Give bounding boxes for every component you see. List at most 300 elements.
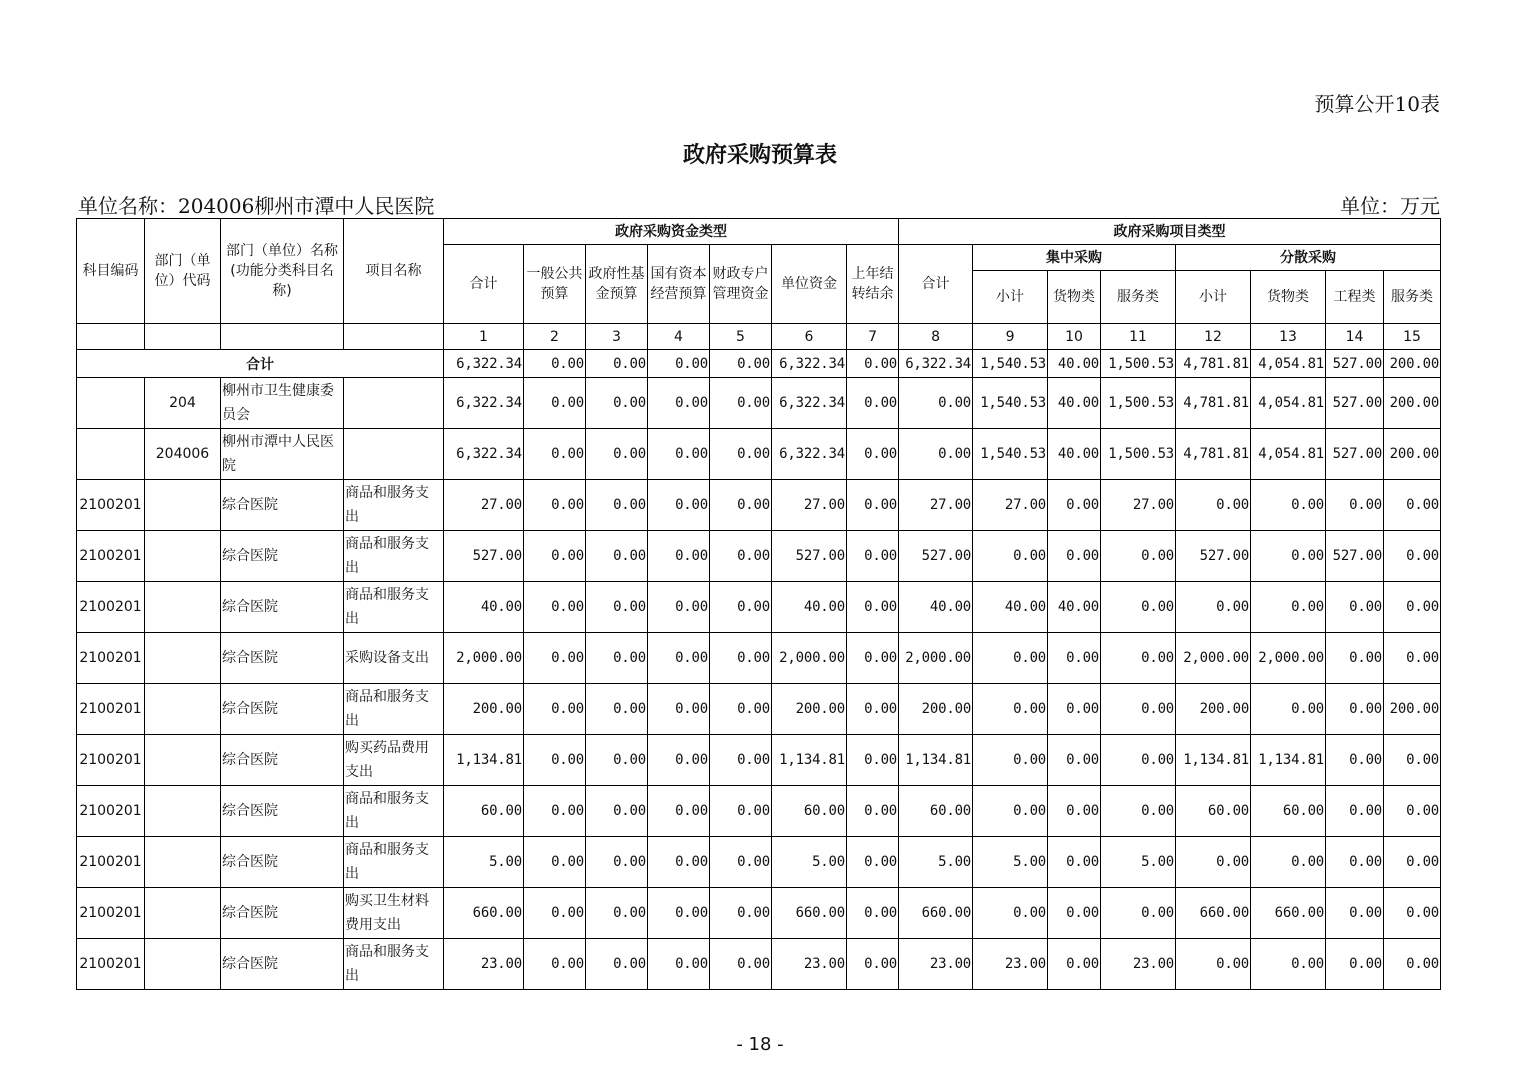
value-cell: 0.00 (973, 888, 1048, 939)
value-cell: 0.00 (1326, 888, 1384, 939)
header-col-11: 服务类 (1101, 271, 1176, 324)
index-6: 6 (772, 324, 847, 350)
project-name-cell: 商品和服务支出 (344, 786, 444, 837)
index-5: 5 (710, 324, 772, 350)
index-15: 15 (1384, 324, 1441, 350)
value-cell: 0.00 (586, 480, 648, 531)
value-cell: 0.00 (1251, 480, 1326, 531)
value-cell: 0.00 (847, 480, 899, 531)
value-cell: 0.00 (710, 429, 772, 480)
value-cell: 527.00 (1326, 531, 1384, 582)
value-cell: 0.00 (1251, 582, 1326, 633)
value-cell: 0.00 (1101, 633, 1176, 684)
value-cell: 0.00 (710, 480, 772, 531)
value-cell: 0.00 (586, 531, 648, 582)
value-cell: 0.00 (648, 786, 710, 837)
dept-code-cell (145, 786, 221, 837)
value-cell: 5.00 (899, 837, 973, 888)
header-col-15: 服务类 (1384, 271, 1441, 324)
value-cell: 0.00 (586, 888, 648, 939)
value-cell: 0.00 (524, 684, 586, 735)
value-cell: 60.00 (1176, 786, 1251, 837)
project-name-cell: 购买卫生材料费用支出 (344, 888, 444, 939)
value-cell: 0.00 (648, 888, 710, 939)
value-cell: 200.00 (444, 684, 524, 735)
value-cell: 660.00 (772, 888, 847, 939)
value-cell: 527.00 (1326, 429, 1384, 480)
value-cell: 0.00 (1384, 939, 1441, 990)
value-cell: 0.00 (1384, 888, 1441, 939)
table-row (77, 939, 1441, 990)
table-row (77, 378, 1441, 429)
header-col-8: 合计 (899, 245, 973, 324)
dept-code-cell (145, 888, 221, 939)
value-cell: 0.00 (710, 684, 772, 735)
dept-name-cell: 综合医院 (221, 735, 344, 786)
value-cell: 0.00 (648, 633, 710, 684)
value-cell: 0.00 (524, 378, 586, 429)
value-cell: 0.00 (1048, 684, 1101, 735)
dept-code-cell (145, 633, 221, 684)
header-dept-code: 部门（单位）代码 (145, 219, 221, 324)
value-cell: 0.00 (1326, 684, 1384, 735)
value-cell: 23.00 (973, 939, 1048, 990)
value-cell: 0.00 (847, 633, 899, 684)
value-cell: 6,322.34 (444, 378, 524, 429)
header-col-4: 国有资本经营预算 (648, 245, 710, 324)
value-cell: 40.00 (1048, 582, 1101, 633)
value-cell: 527.00 (1176, 531, 1251, 582)
index-empty (145, 324, 221, 350)
table-row (77, 633, 1441, 684)
value-cell: 0.00 (1176, 939, 1251, 990)
value-cell: 0.00 (586, 939, 648, 990)
value-cell: 0.00 (524, 633, 586, 684)
value-cell: 0.00 (847, 582, 899, 633)
dept-code-cell: 204 (145, 378, 221, 429)
value-cell: 200.00 (1384, 684, 1441, 735)
value-cell: 0.00 (586, 735, 648, 786)
value-cell: 0.00 (586, 633, 648, 684)
value-cell: 200.00 (1384, 378, 1441, 429)
value-cell: 0.00 (648, 837, 710, 888)
dept-name-cell: 柳州市卫生健康委员会 (221, 378, 344, 429)
subject-code-cell: 2100201 (77, 684, 145, 735)
value-cell: 0.00 (1048, 633, 1101, 684)
value-cell: 40.00 (973, 582, 1048, 633)
value-cell: 0.00 (1326, 939, 1384, 990)
index-empty (344, 324, 444, 350)
value-cell: 660.00 (444, 888, 524, 939)
value-cell: 4,781.81 (1176, 429, 1251, 480)
value-cell: 4,781.81 (1176, 378, 1251, 429)
header-col-10: 货物类 (1048, 271, 1101, 324)
value-cell: 0.00 (1326, 735, 1384, 786)
value-cell: 0.00 (1384, 582, 1441, 633)
value-cell: 0.00 (648, 531, 710, 582)
subject-code-cell: 2100201 (77, 531, 145, 582)
value-cell: 23.00 (899, 939, 973, 990)
value-cell: 0.00 (1384, 786, 1441, 837)
index-11: 11 (1101, 324, 1176, 350)
value-cell: 40.00 (444, 582, 524, 633)
index-empty (77, 324, 145, 350)
total-cell: 0.00 (524, 350, 586, 378)
project-name-cell: 商品和服务支出 (344, 531, 444, 582)
value-cell: 0.00 (710, 939, 772, 990)
value-cell: 0.00 (847, 684, 899, 735)
value-cell: 0.00 (710, 837, 772, 888)
value-cell: 0.00 (648, 582, 710, 633)
value-cell: 0.00 (847, 786, 899, 837)
value-cell: 1,134.81 (1251, 735, 1326, 786)
unit-name: 单位名称：204006柳州市潭中人民医院 (78, 194, 435, 218)
total-cell: 1,540.53 (973, 350, 1048, 378)
header-col-5: 财政专户管理资金 (710, 245, 772, 324)
dept-name-cell: 综合医院 (221, 633, 344, 684)
dept-code-cell (145, 531, 221, 582)
dept-code-cell (145, 582, 221, 633)
value-cell: 0.00 (710, 378, 772, 429)
value-cell: 1,134.81 (899, 735, 973, 786)
table-row (77, 786, 1441, 837)
value-cell: 0.00 (899, 378, 973, 429)
total-cell: 4,781.81 (1176, 350, 1251, 378)
dept-name-cell: 综合医院 (221, 480, 344, 531)
index-9: 9 (973, 324, 1048, 350)
value-cell: 0.00 (586, 684, 648, 735)
subject-code-cell: 2100201 (77, 939, 145, 990)
subject-code-cell: 2100201 (77, 633, 145, 684)
value-cell: 0.00 (648, 480, 710, 531)
total-cell: 6,322.34 (899, 350, 973, 378)
project-name-cell: 采购设备支出 (344, 633, 444, 684)
value-cell: 0.00 (648, 378, 710, 429)
total-cell: 527.00 (1326, 350, 1384, 378)
value-cell: 27.00 (899, 480, 973, 531)
value-cell: 0.00 (899, 429, 973, 480)
value-cell: 4,054.81 (1251, 429, 1326, 480)
value-cell: 5.00 (444, 837, 524, 888)
value-cell: 2,000.00 (1176, 633, 1251, 684)
header-centralized: 集中采购 (973, 245, 1176, 271)
value-cell: 200.00 (899, 684, 973, 735)
project-name-cell: 商品和服务支出 (344, 480, 444, 531)
value-cell: 0.00 (1048, 786, 1101, 837)
value-cell: 0.00 (973, 531, 1048, 582)
value-cell: 0.00 (1326, 786, 1384, 837)
value-cell: 0.00 (973, 684, 1048, 735)
value-cell: 0.00 (1251, 939, 1326, 990)
value-cell: 6,322.34 (444, 429, 524, 480)
index-2: 2 (524, 324, 586, 350)
value-cell: 0.00 (648, 939, 710, 990)
value-cell: 0.00 (710, 582, 772, 633)
dept-name-cell: 综合医院 (221, 531, 344, 582)
value-cell: 40.00 (1048, 378, 1101, 429)
value-cell: 2,000.00 (772, 633, 847, 684)
value-cell: 5.00 (772, 837, 847, 888)
value-cell: 1,540.53 (973, 378, 1048, 429)
value-cell: 0.00 (847, 378, 899, 429)
total-cell: 6,322.34 (444, 350, 524, 378)
dept-code-cell (145, 684, 221, 735)
value-cell: 0.00 (1251, 837, 1326, 888)
value-cell: 0.00 (1101, 786, 1176, 837)
value-cell: 0.00 (524, 480, 586, 531)
index-8: 8 (899, 324, 973, 350)
value-cell: 200.00 (1384, 429, 1441, 480)
value-cell: 0.00 (586, 378, 648, 429)
value-cell: 0.00 (1101, 888, 1176, 939)
value-cell: 0.00 (524, 429, 586, 480)
page-number: - 18 - (736, 1034, 784, 1055)
index-4: 4 (648, 324, 710, 350)
value-cell: 0.00 (1251, 684, 1326, 735)
total-cell: 0.00 (847, 350, 899, 378)
value-cell: 0.00 (1176, 480, 1251, 531)
value-cell: 0.00 (1176, 837, 1251, 888)
subject-code-cell (77, 429, 145, 480)
value-cell: 0.00 (524, 582, 586, 633)
header-col-7: 上年结转结余 (847, 245, 899, 324)
total-cell: 40.00 (1048, 350, 1101, 378)
value-cell: 0.00 (1048, 837, 1101, 888)
value-cell: 1,500.53 (1101, 429, 1176, 480)
index-empty (221, 324, 344, 350)
project-name-cell: 购买药品费用支出 (344, 735, 444, 786)
value-cell: 27.00 (444, 480, 524, 531)
value-cell: 0.00 (524, 786, 586, 837)
value-cell: 0.00 (847, 939, 899, 990)
value-cell: 200.00 (772, 684, 847, 735)
value-cell: 27.00 (1101, 480, 1176, 531)
project-name-cell (344, 429, 444, 480)
value-cell: 2,000.00 (444, 633, 524, 684)
value-cell: 0.00 (1326, 582, 1384, 633)
value-cell: 6,322.34 (772, 429, 847, 480)
header-col-14: 工程类 (1326, 271, 1384, 324)
value-cell: 0.00 (1176, 582, 1251, 633)
header-col-1: 合计 (444, 245, 524, 324)
table-row (77, 582, 1441, 633)
value-cell: 0.00 (1101, 735, 1176, 786)
total-label: 合计 (77, 350, 444, 378)
header-col-2: 一般公共预算 (524, 245, 586, 324)
value-cell: 527.00 (899, 531, 973, 582)
header-dept-name: 部门（单位）名称(功能分类科目名称) (221, 219, 344, 324)
value-cell: 0.00 (710, 735, 772, 786)
header-col-9: 小计 (973, 271, 1048, 324)
value-cell: 0.00 (1326, 837, 1384, 888)
total-cell: 0.00 (648, 350, 710, 378)
value-cell: 0.00 (847, 735, 899, 786)
value-cell: 27.00 (973, 480, 1048, 531)
table-row (77, 429, 1441, 480)
value-cell: 0.00 (1101, 684, 1176, 735)
value-cell: 23.00 (444, 939, 524, 990)
value-cell: 0.00 (847, 837, 899, 888)
procurement-budget-table (76, 218, 1441, 990)
value-cell: 0.00 (1251, 531, 1326, 582)
header-col-3: 政府性基金预算 (586, 245, 648, 324)
value-cell: 0.00 (524, 888, 586, 939)
value-cell: 0.00 (1384, 837, 1441, 888)
index-12: 12 (1176, 324, 1251, 350)
total-cell: 0.00 (710, 350, 772, 378)
value-cell: 0.00 (1048, 939, 1101, 990)
value-cell: 1,134.81 (444, 735, 524, 786)
dept-name-cell: 综合医院 (221, 837, 344, 888)
value-cell: 0.00 (973, 735, 1048, 786)
project-name-cell: 商品和服务支出 (344, 837, 444, 888)
dept-name-cell: 综合医院 (221, 786, 344, 837)
dept-code-cell (145, 480, 221, 531)
value-cell: 200.00 (1176, 684, 1251, 735)
header-project-types: 政府采购项目类型 (899, 219, 1441, 245)
value-cell: 1,134.81 (772, 735, 847, 786)
value-cell: 0.00 (847, 531, 899, 582)
table-row (77, 684, 1441, 735)
value-cell: 23.00 (772, 939, 847, 990)
subject-code-cell: 2100201 (77, 888, 145, 939)
subject-code-cell: 2100201 (77, 735, 145, 786)
value-cell: 5.00 (973, 837, 1048, 888)
total-cell: 1,500.53 (1101, 350, 1176, 378)
value-cell: 0.00 (1048, 531, 1101, 582)
subject-code-cell: 2100201 (77, 786, 145, 837)
value-cell: 527.00 (444, 531, 524, 582)
value-cell: 0.00 (1101, 582, 1176, 633)
header-col-13: 货物类 (1251, 271, 1326, 324)
value-cell: 0.00 (648, 429, 710, 480)
dept-name-cell: 综合医院 (221, 582, 344, 633)
total-row (77, 350, 1441, 378)
value-cell: 60.00 (444, 786, 524, 837)
value-cell: 0.00 (1326, 633, 1384, 684)
value-cell: 0.00 (1384, 735, 1441, 786)
table-row (77, 837, 1441, 888)
value-cell: 2,000.00 (899, 633, 973, 684)
value-cell: 23.00 (1101, 939, 1176, 990)
value-cell: 40.00 (899, 582, 973, 633)
value-cell: 0.00 (648, 735, 710, 786)
dept-code-cell: 204006 (145, 429, 221, 480)
value-cell: 6,322.34 (772, 378, 847, 429)
value-cell: 527.00 (1326, 378, 1384, 429)
value-cell: 0.00 (710, 786, 772, 837)
project-name-cell: 商品和服务支出 (344, 582, 444, 633)
dept-code-cell (145, 939, 221, 990)
form-number: 预算公开10表 (1314, 92, 1440, 116)
dept-name-cell: 综合医院 (221, 684, 344, 735)
header-decentralized: 分散采购 (1176, 245, 1441, 271)
value-cell: 40.00 (772, 582, 847, 633)
value-cell: 0.00 (710, 633, 772, 684)
index-7: 7 (847, 324, 899, 350)
project-name-cell (344, 378, 444, 429)
value-cell: 40.00 (1048, 429, 1101, 480)
header-fund-types: 政府采购资金类型 (444, 219, 899, 245)
value-cell: 660.00 (899, 888, 973, 939)
header-subject-code: 科目编码 (77, 219, 145, 324)
value-cell: 660.00 (1176, 888, 1251, 939)
subject-code-cell: 2100201 (77, 480, 145, 531)
dept-name-cell: 综合医院 (221, 939, 344, 990)
value-cell: 1,134.81 (1176, 735, 1251, 786)
dept-code-cell (145, 837, 221, 888)
value-cell: 0.00 (973, 786, 1048, 837)
project-name-cell: 商品和服务支出 (344, 939, 444, 990)
value-cell: 5.00 (1101, 837, 1176, 888)
dept-code-cell (145, 735, 221, 786)
table-row (77, 888, 1441, 939)
value-cell: 0.00 (1384, 633, 1441, 684)
total-cell: 0.00 (586, 350, 648, 378)
index-3: 3 (586, 324, 648, 350)
index-10: 10 (1048, 324, 1101, 350)
value-cell: 0.00 (1048, 888, 1101, 939)
value-cell: 0.00 (847, 429, 899, 480)
value-cell: 0.00 (524, 837, 586, 888)
total-cell: 200.00 (1384, 350, 1441, 378)
value-cell: 0.00 (586, 837, 648, 888)
subject-code-cell (77, 378, 145, 429)
value-cell: 1,540.53 (973, 429, 1048, 480)
value-cell: 0.00 (524, 735, 586, 786)
dept-name-cell: 综合医院 (221, 888, 344, 939)
project-name-cell: 商品和服务支出 (344, 684, 444, 735)
index-14: 14 (1326, 324, 1384, 350)
table-row (77, 735, 1441, 786)
total-cell: 4,054.81 (1251, 350, 1326, 378)
value-cell: 0.00 (586, 786, 648, 837)
value-cell: 0.00 (973, 633, 1048, 684)
value-cell: 0.00 (1384, 531, 1441, 582)
unit-label: 单位：万元 (1340, 194, 1440, 218)
value-cell: 1,500.53 (1101, 378, 1176, 429)
dept-name-cell: 柳州市潭中人民医院 (221, 429, 344, 480)
value-cell: 0.00 (1384, 480, 1441, 531)
value-cell: 0.00 (847, 888, 899, 939)
value-cell: 60.00 (772, 786, 847, 837)
header-col-12: 小计 (1176, 271, 1251, 324)
value-cell: 0.00 (648, 684, 710, 735)
header-project-name: 项目名称 (344, 219, 444, 324)
value-cell: 527.00 (772, 531, 847, 582)
value-cell: 660.00 (1251, 888, 1326, 939)
subject-code-cell: 2100201 (77, 582, 145, 633)
value-cell: 27.00 (772, 480, 847, 531)
value-cell: 4,054.81 (1251, 378, 1326, 429)
header-col-6: 单位资金 (772, 245, 847, 324)
total-cell: 6,322.34 (772, 350, 847, 378)
value-cell: 0.00 (1048, 735, 1101, 786)
table-row (77, 531, 1441, 582)
page-title: 政府采购预算表 (682, 142, 837, 168)
value-cell: 0.00 (710, 531, 772, 582)
subject-code-cell: 2100201 (77, 837, 145, 888)
value-cell: 0.00 (586, 429, 648, 480)
value-cell: 0.00 (1048, 480, 1101, 531)
value-cell: 0.00 (1101, 531, 1176, 582)
value-cell: 0.00 (710, 888, 772, 939)
value-cell: 2,000.00 (1251, 633, 1326, 684)
value-cell: 60.00 (1251, 786, 1326, 837)
value-cell: 0.00 (1326, 480, 1384, 531)
index-1: 1 (444, 324, 524, 350)
table-row (77, 480, 1441, 531)
